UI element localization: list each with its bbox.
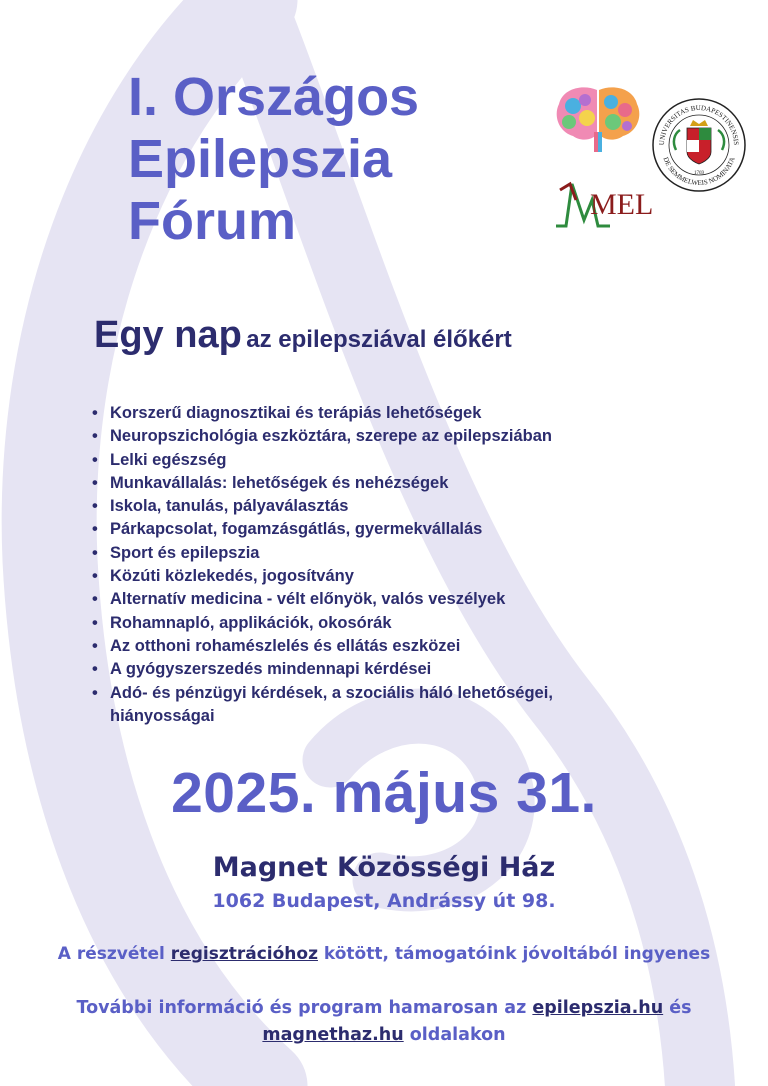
participation-text-end: kötött, támogatóink jóvoltából ingyenes [317,944,711,964]
brain-logo [553,82,643,154]
topic-item: • Sport és epilepszia [92,542,652,565]
topic-item: • Rohamnapló, applikációk, okosórák [92,612,652,635]
magnethaz-hu-link[interactable]: magnethaz.hu [262,1025,404,1045]
epilepszia-hu-link[interactable]: epilepszia.hu [532,998,664,1018]
participation-text-start: A részvétel [57,944,171,964]
seal-year: 1769 [694,171,704,176]
more-info-note [40,995,728,1049]
event-date: 2025. május 31. [171,761,597,825]
subtitle-rest: az epilepsziával élőkért [246,326,512,353]
topic-item: • Iskola, tanulás, pályaválasztás [92,495,652,518]
page-title [128,66,419,252]
more-info-text-start: További információ és program hamarosan az [76,998,533,1018]
topic-item: • Munkavállalás: lehetőségek és nehézségek [92,472,652,495]
title-line-2: Epilepszia [128,129,393,189]
seal-bottom-text: DE SEMMELWEIS NOMINATA [661,156,737,188]
title-line-3: Fórum [128,191,296,251]
topic-item: • Lelki egészség [92,449,652,472]
participation-note [0,944,768,964]
topic-item: • Adó- és pénzügyi kérdések, a szociális háló lehetőségei, hiányosságai [92,682,652,729]
semmelweis-university-seal [650,96,748,194]
topic-item: • A gyógyszerszedés mindennapi kérdései [92,658,652,681]
more-info-text-middle: és [663,998,692,1018]
topic-item: • Korszerű diagnosztikai és terápiás lehetőségek [92,402,652,425]
more-info-text-end: oldalakon [403,1025,506,1045]
mel-logo-text: MEL [590,188,654,221]
venue-address: 1062 Budapest, Andrássy út 98. [212,890,556,912]
topic-item: • Párkapcsolat, fogamzásgátlás, gyermekvállalás [92,518,652,541]
venue-name: Magnet Közösségi Ház [212,852,556,883]
topic-item: • Neuropszichológia eszköztára, szerepe az epilepsziában [92,425,652,448]
subtitle-emphasis: Egy nap [94,314,242,356]
topics-list [92,402,652,728]
registration-link[interactable]: regisztrációhoz [170,944,318,964]
topic-item: • Közúti közlekedés, jogosítvány [92,565,652,588]
mel-logo [550,170,654,236]
topic-item: • Alternatív medicina - vélt előnyök, valós veszélyek [92,588,652,611]
title-line-1: I. Országos [128,67,420,127]
seal-top-text: UNIVERSITAS BUDAPESTINENSIS [657,103,741,146]
topic-item: • Az otthoni rohamészlelés és ellátás eszközei [92,635,652,658]
event-subtitle [94,314,512,357]
